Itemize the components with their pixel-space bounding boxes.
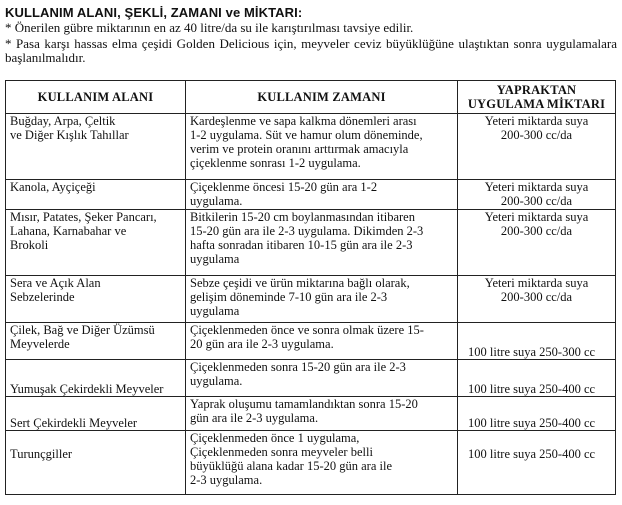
table-row (6, 397, 616, 431)
cell-amount: 100 litre suya 250-400 cc (458, 397, 616, 431)
cell-time: Çiçeklenmeden önce ve sonra olmak üzere 15- 20 gün ara ile 2-3 uygulama. (186, 323, 458, 360)
table-row (6, 323, 616, 360)
cell-amount: 100 litre suya 250-400 cc (458, 360, 616, 397)
table-row (6, 114, 616, 180)
note-mixing: * Önerilen gübre miktarının en az 40 litre/da su ile karıştırılması tavsiye edilir. (5, 20, 414, 35)
cell-amount: Yeteri miktarda suya 200-300 cc/da (458, 210, 616, 276)
cell-amount: 100 litre suya 250-300 cc (458, 323, 616, 360)
cell-area: Kanola, Ayçiçeği (6, 180, 186, 210)
table-row (6, 180, 616, 210)
cell-time: Bitkilerin 15-20 cm boylanmasından itibaren 15-20 gün ara ile 2-3 uygulama. Dikimden 2-3 hafta sonradan itibaren 10-15 gün ara ile 2-3 uygulama (186, 210, 458, 276)
header-usage-area: KULLANIM ALANI (6, 81, 186, 114)
cell-time: Yaprak oluşumu tamamlandıktan sonra 15-20 gün ara ile 2-3 uygulama. (186, 397, 458, 431)
note-golden-delicious: * Pasa karşı hassas elma çeşidi Golden Delicious için, meyveler ceviz büyüklüğüne ulaştıktan sonra uygulamalara başlanılmalıdır. (5, 36, 617, 65)
cell-area: Turunçgiller (6, 431, 186, 495)
table-row (6, 431, 616, 495)
cell-time: Kardeşlenme ve sapa kalkma dönemleri arası 1-2 uygulama. Süt ve hamur olum döneminde, verim ve protein oranını arttırmak amacıyla çiçeklenme sonrası 1-2 uygulama. (186, 114, 458, 180)
cell-time: Çiçeklenme öncesi 15-20 gün ara 1-2 uygulama. (186, 180, 458, 210)
section-heading: KULLANIM ALANI, ŞEKLİ, ZAMANI ve MİKTARI: (5, 5, 303, 20)
cell-amount: Yeteri miktarda suya 200-300 cc/da (458, 114, 616, 180)
table-row (6, 210, 616, 276)
usage-table (5, 80, 616, 495)
cell-area: Yumuşak Çekirdekli Meyveler (6, 360, 186, 397)
cell-amount: 100 litre suya 250-400 cc (458, 431, 616, 495)
cell-area: Çilek, Bağ ve Diğer Üzümsü Meyvelerde (6, 323, 186, 360)
table-header-row (6, 81, 616, 114)
header-usage-time: KULLANIM ZAMANI (186, 81, 458, 114)
cell-area: Sera ve Açık Alan Sebzelerinde (6, 276, 186, 323)
cell-time: Çiçeklenmeden önce 1 uygulama, Çiçeklenmeden sonra meyveler belli büyüklüğü alana kadar 15-20 gün ara ile 2-3 uygulama. (186, 431, 458, 495)
cell-time: Sebze çeşidi ve ürün miktarına bağlı olarak, gelişim döneminde 7-10 gün ara ile 2-3 uygulama (186, 276, 458, 323)
table-row (6, 276, 616, 323)
header-application-amount: YAPRAKTAN UYGULAMA MİKTARI (458, 81, 616, 114)
cell-area: Buğday, Arpa, Çeltik ve Diğer Kışlık Tahıllar (6, 114, 186, 180)
cell-amount: Yeteri miktarda suya 200-300 cc/da (458, 180, 616, 210)
cell-time: Çiçeklenmeden sonra 15-20 gün ara ile 2-3 uygulama. (186, 360, 458, 397)
cell-area: Mısır, Patates, Şeker Pancarı, Lahana, Karnabahar ve Brokoli (6, 210, 186, 276)
cell-amount: Yeteri miktarda suya 200-300 cc/da (458, 276, 616, 323)
table-row (6, 360, 616, 397)
cell-area: Sert Çekirdekli Meyveler (6, 397, 186, 431)
